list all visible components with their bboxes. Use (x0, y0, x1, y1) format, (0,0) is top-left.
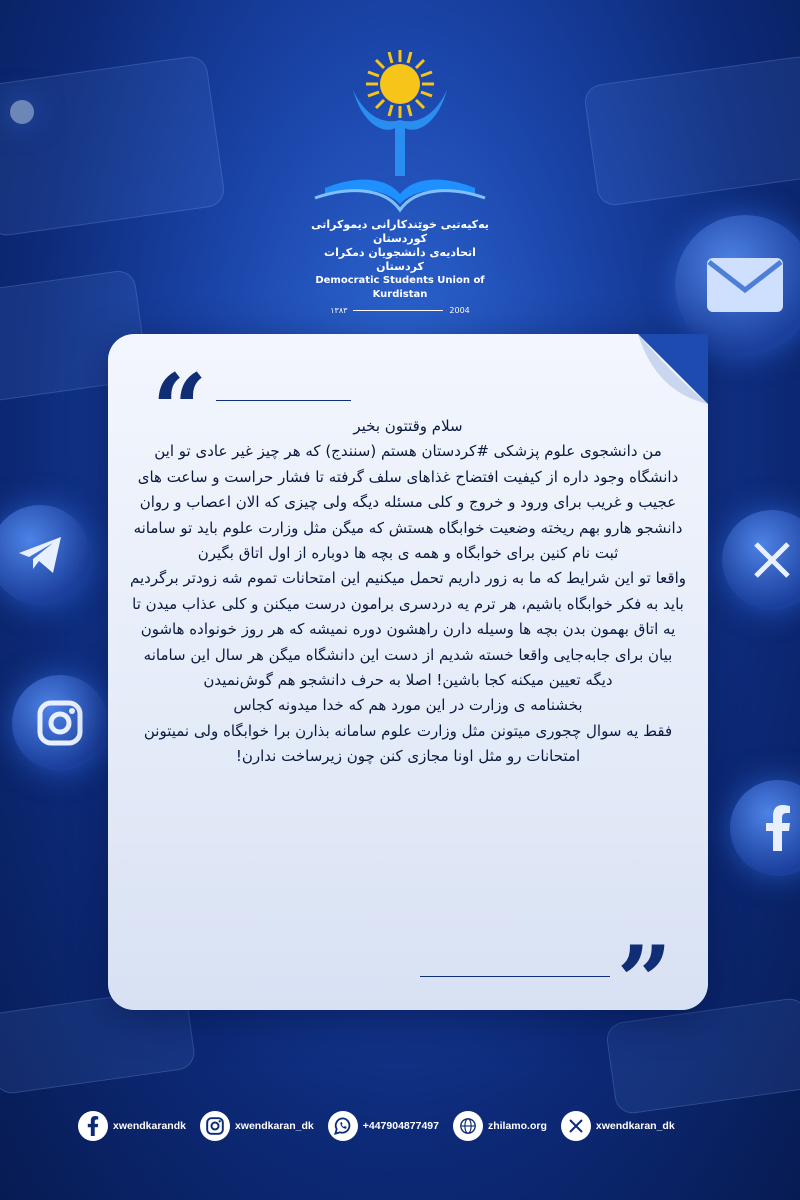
org-name-english: Democratic Students Union of Kurdistan (315, 275, 485, 300)
message-paragraph: واقعا تو این شرایط که ما به زور داریم تحمل میکنیم این امتحانات تموم شه زودتر برگردیم باید به فکر خوابگاه باشیم، هر ترم یه دردسری برامون درست میکنن و کلی عذاب میدن تا یه اتاق بهمون بدن بچه ها وسیله دارن راهشون دوره نمیشه که هر روز خونواده هاشون بیان برای جابه‌جایی واقعا خسته شدیم از دست این دانشگاه میگن هر سال این سامانه دیگه تعیین میکنه کجا باشین! اصلا به حرف دانشجو هم گوش‌نمیدن (130, 569, 686, 690)
instagram-icon (12, 675, 108, 771)
message-paragraph: سلام وقتتون بخیر (353, 417, 463, 435)
year-left: ١٣٨٣ (330, 306, 348, 315)
bg-chat-card-top-left (0, 54, 226, 238)
x-icon (722, 510, 800, 610)
page-fold-corner (628, 334, 708, 414)
org-name-persian: اتحادیه‌ی دانشجویان دمکرات کردستان (324, 246, 476, 273)
sun-book-emblem-icon (305, 48, 495, 218)
social-link-website[interactable] (453, 1111, 547, 1141)
organization-logo (300, 48, 500, 315)
instagram-icon (200, 1111, 230, 1141)
facebook-icon (78, 1111, 108, 1141)
social-link-whatsapp[interactable] (328, 1111, 439, 1141)
quote-card (108, 334, 708, 1038)
social-label: zhilamo.org (487, 1120, 547, 1132)
year-right: 2004 (449, 306, 470, 315)
message-paragraph: فقط یه سوال چجوری میتونن مثل وزارت علوم سامانه بذارن برا خوابگاه ولی نمیتونن امتحانات رو مثل اونا مجازی کنن چون زیرساخت ندارن! (143, 721, 673, 766)
years-divider (353, 310, 443, 311)
bottom-rule (420, 976, 610, 977)
social-label: xwendkarandk (113, 1120, 186, 1132)
social-link-x[interactable] (561, 1111, 675, 1141)
message-paragraph: من دانشجوی علوم پزشکی #کردستان هستم (سنندج) که هر چیز غیر عادی تو این دانشگاه وجود داره از کیفیت افتضاح غذاهای سلف گرفته تا فشار حراست و ساعت های عجیب و غریب برای ورود و خروج و کلی مسئله دیگه ولی چیزی که الان اعصاب و روان دانشجو هارو بهم ریخته وضعیت خوابگاه هستش که میگن مثل وزارت علوم باید تو سامانه ثبت نام کنین برای خوابگاه و همه ی بچه ها دوباره از اول اتاق بگیرن (133, 442, 683, 563)
social-label: xwendkaran_dk (595, 1120, 675, 1132)
message-body (130, 414, 686, 770)
social-links-bar (78, 1108, 758, 1144)
whatsapp-icon (328, 1111, 358, 1141)
x-icon (561, 1111, 591, 1141)
avatar-icon (10, 100, 34, 124)
founding-years (300, 306, 500, 315)
open-quote-mark: “ (152, 353, 208, 466)
facebook-icon (730, 780, 800, 876)
top-rule (216, 400, 351, 401)
org-name-kurdish: یەکیەتیی خوێندکارانی دیموکراتی کوردستان (311, 218, 489, 245)
social-link-instagram[interactable] (200, 1111, 314, 1141)
message-paragraph: بخشنامه ی وزارت در این مورد هم که خدا میدونه کجاس (233, 696, 583, 715)
social-label: +447904877497 (362, 1120, 439, 1132)
globe-icon (453, 1111, 483, 1141)
telegram-icon (0, 505, 90, 605)
bg-chat-card-right (583, 54, 800, 207)
social-link-facebook[interactable] (78, 1111, 186, 1141)
social-label: xwendkaran_dk (234, 1120, 314, 1132)
close-quote-mark: ” (616, 925, 672, 1038)
